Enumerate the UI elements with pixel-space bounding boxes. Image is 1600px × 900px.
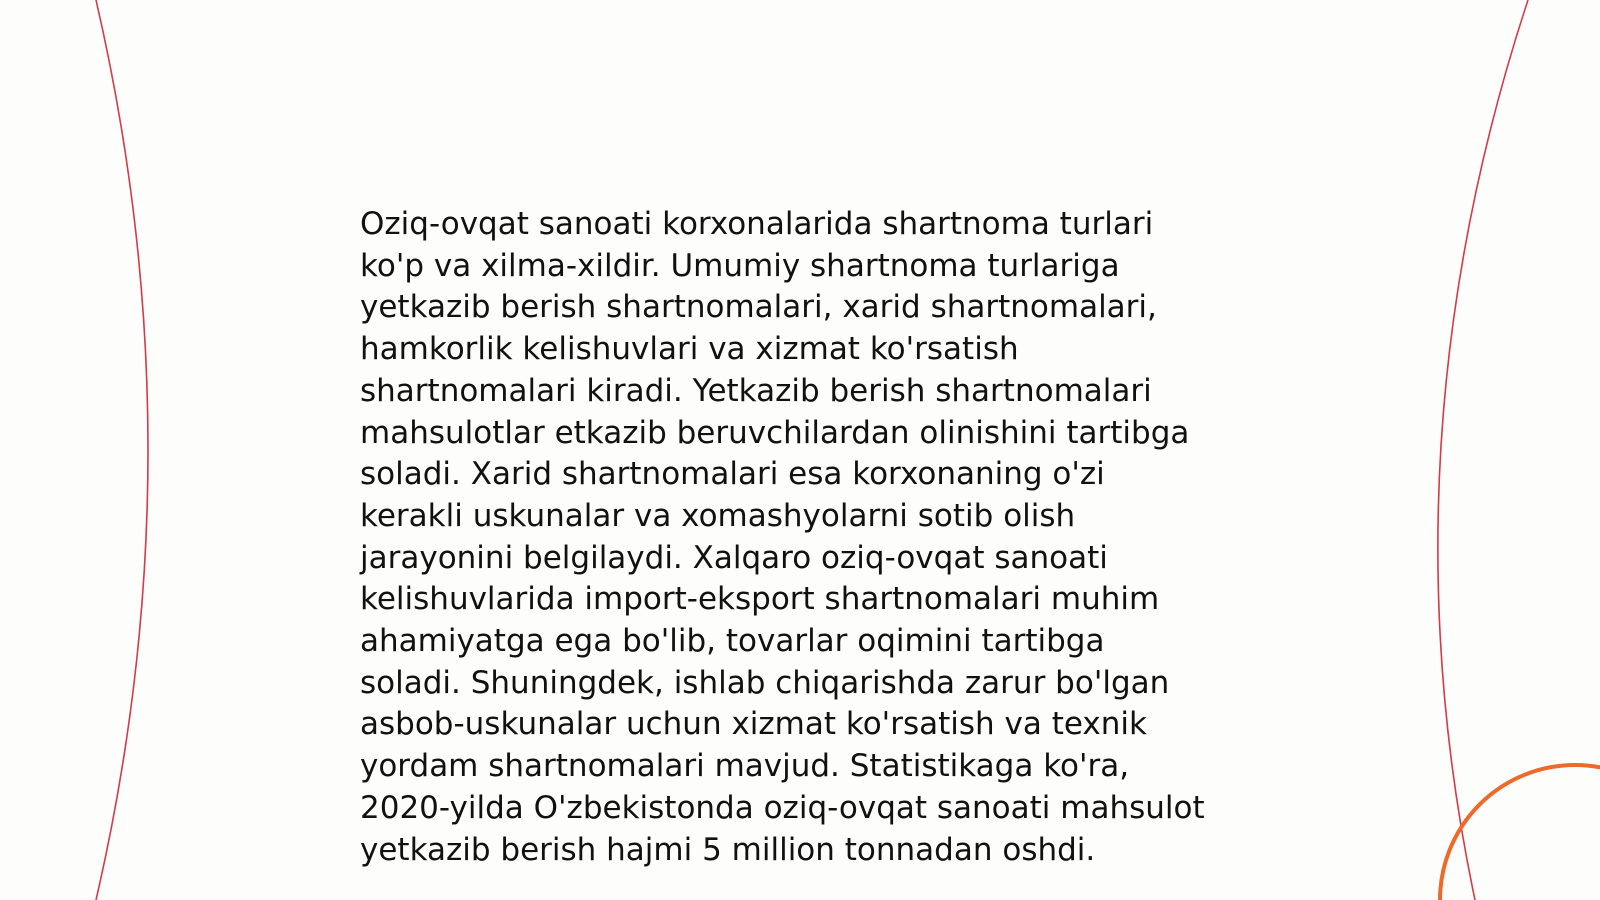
orange-circle: [1440, 765, 1600, 900]
right-arc: [1438, 0, 1528, 900]
left-arc: [96, 0, 148, 900]
body-paragraph: Oziq-ovqat sanoati korxonalarida shartnoma turlari ko'p va xilma-xildir. Umumiy shartnoma turlariga yetkazib berish shartnomalari, xarid shartnomalari, hamkorlik kelishuvlari va xizmat ko'rsatish shartnomalari kiradi. Yetkazib berish shartnomalari mahsulotlar etkazib beruvchilardan olinishini tartibga soladi. Xarid shartnomalari esa korxonaning o'zi kerakli uskunalar va xomashyolarni sotib olish jarayonini belgilaydi. Xalqaro oziq-ovqat sanoati kelishuvlarida import-eksport shartnomalari muhim ahamiyatga ega bo'lib, tovarlar oqimini tartibga soladi. Shuningdek, ishlab chiqarishda zarur bo'lgan asbob-uskunalar uchun xizmat ko'rsatish va texnik yordam shartnomalari mavjud. Statistikaga ko'ra, 2020-yilda O'zbekistonda oziq-ovqat sanoati mahsulot yetkazib berish hajmi 5 million tonnadan oshdi.: [360, 206, 1205, 868]
